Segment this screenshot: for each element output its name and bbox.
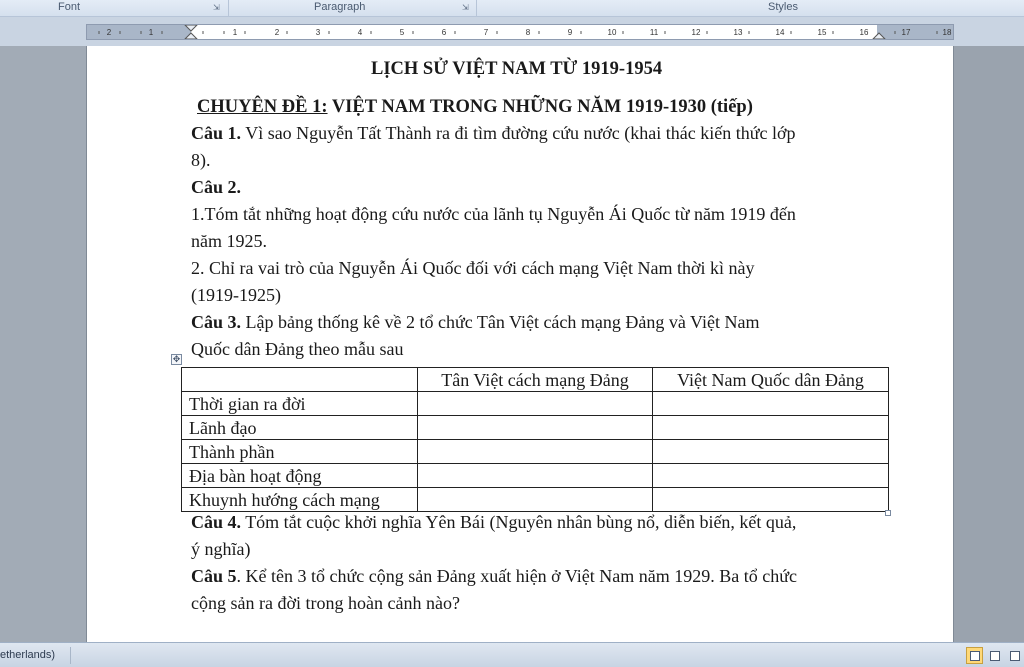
ribbon-group-paragraph: Paragraph bbox=[314, 1, 366, 13]
book-icon bbox=[990, 651, 1000, 661]
paragraph-dialog-launcher-icon[interactable]: ⇲ bbox=[462, 3, 469, 12]
comparison-table[interactable] bbox=[181, 367, 889, 512]
hanging-indent-marker[interactable] bbox=[185, 33, 197, 39]
table-cell[interactable] bbox=[653, 464, 889, 488]
ruler-number: 16 bbox=[859, 28, 869, 37]
question-text: Lập bảng thống kê về 2 tổ chức Tân Việt cách mạng Đảng và Việt Nam bbox=[241, 312, 760, 332]
language-indicator[interactable]: etherlands) bbox=[0, 649, 56, 661]
table-row bbox=[182, 464, 889, 488]
table-header-row bbox=[182, 368, 889, 392]
web-layout-view-button[interactable] bbox=[1006, 647, 1023, 664]
table-resize-handle[interactable] bbox=[885, 510, 891, 516]
ruler-number: 9 bbox=[567, 28, 573, 37]
ruler-number: 2 bbox=[274, 28, 280, 37]
font-dialog-launcher-icon[interactable]: ⇲ bbox=[213, 3, 220, 12]
ribbon-group-styles: Styles bbox=[768, 1, 798, 13]
document-page[interactable] bbox=[86, 46, 954, 642]
table-row bbox=[182, 392, 889, 416]
question-3-line-2: Quốc dân Đảng theo mẫu sau bbox=[191, 339, 404, 359]
table-cell[interactable] bbox=[653, 416, 889, 440]
subtitle-label: CHUYÊN ĐỀ 1: bbox=[197, 97, 328, 117]
question-2-part-1-line-2: năm 1925. bbox=[191, 231, 267, 251]
table-row bbox=[182, 416, 889, 440]
ruler-number: 10 bbox=[607, 28, 617, 37]
document-subtitle bbox=[197, 94, 753, 121]
table-row bbox=[182, 440, 889, 464]
status-bar bbox=[0, 642, 1024, 667]
ribbon-group-labels bbox=[0, 0, 1024, 17]
question-2-label: Câu 2. bbox=[191, 177, 242, 197]
table-header-cell[interactable]: Tân Việt cách mạng Đảng bbox=[418, 368, 653, 392]
web-layout-icon bbox=[1010, 651, 1020, 661]
full-screen-reading-view-button[interactable] bbox=[986, 647, 1003, 664]
ruler-number: 4 bbox=[357, 28, 363, 37]
table-header-cell[interactable]: Việt Nam Quốc dân Đảng bbox=[653, 368, 889, 392]
question-5-line-2: cộng sản ra đời trong hoàn cảnh nào? bbox=[191, 593, 460, 613]
table-cell[interactable] bbox=[418, 464, 653, 488]
ruler-number: 1 bbox=[232, 28, 238, 37]
table-cell[interactable] bbox=[653, 392, 889, 416]
question-label: Câu 1. bbox=[191, 123, 242, 143]
table-cell[interactable] bbox=[418, 488, 653, 512]
table-cell[interactable] bbox=[418, 416, 653, 440]
question-text: . Kể tên 3 tổ chức cộng sản Đảng xuất hiện ở Việt Nam năm 1929. Ba tổ chức bbox=[236, 566, 797, 586]
ruler-number: 15 bbox=[817, 28, 827, 37]
question-5-line-1 bbox=[191, 563, 797, 590]
ribbon-group-font: Font bbox=[58, 1, 81, 13]
question-text: Vì sao Nguyễn Tất Thành ra đi tìm đường cứu nước (khai thác kiến thức lớp bbox=[241, 123, 796, 143]
ruler-number: 7 bbox=[483, 28, 489, 37]
question-4-line-2: ý nghĩa) bbox=[191, 539, 251, 559]
page-left-background bbox=[0, 46, 86, 642]
table-cell[interactable] bbox=[653, 440, 889, 464]
question-2-part-2-line-1: 2. Chỉ ra vai trò của Nguyễn Ái Quốc đối với cách mạng Việt Nam thời kì này bbox=[191, 258, 755, 278]
question-1-line-2: 8). bbox=[191, 150, 211, 170]
ruler-number: 3 bbox=[315, 28, 321, 37]
table-cell[interactable] bbox=[653, 488, 889, 512]
question-text: Tóm tắt cuộc khởi nghĩa Yên Bái (Nguyên nhân bùng nổ, diễn biến, kết quả, bbox=[241, 512, 797, 532]
table-row-label[interactable]: Thời gian ra đời bbox=[182, 392, 418, 416]
status-separator bbox=[70, 647, 71, 664]
question-3-line-1 bbox=[191, 309, 759, 336]
right-indent-marker[interactable] bbox=[873, 33, 885, 39]
ruler-number: 11 bbox=[649, 28, 659, 37]
question-2-part-1-line-1: 1.Tóm tắt những hoạt động cứu nước của lãnh tụ Nguyễn Ái Quốc từ năm 1919 đến bbox=[191, 204, 796, 224]
ruler-ticks bbox=[87, 25, 955, 39]
ruler-number: 17 bbox=[901, 28, 911, 37]
ruler-number: 12 bbox=[691, 28, 701, 37]
question-2-part-2-line-2: (1919-1925) bbox=[191, 285, 281, 305]
ruler-number: 1 bbox=[148, 28, 154, 37]
table-row-label[interactable]: Địa bàn hoạt động bbox=[182, 464, 418, 488]
ruler-number: 2 bbox=[106, 28, 112, 37]
question-4-line-1 bbox=[191, 509, 796, 536]
question-1-line-1 bbox=[191, 120, 795, 147]
question-label: Câu 3. bbox=[191, 312, 242, 332]
ribbon-separator bbox=[228, 0, 229, 17]
ruler-number: 14 bbox=[775, 28, 785, 37]
document-title: LỊCH SỬ VIỆT NAM TỪ 1919-1954 bbox=[371, 59, 663, 79]
horizontal-ruler[interactable] bbox=[86, 24, 954, 40]
ruler-number: 8 bbox=[525, 28, 531, 37]
table-row-label[interactable]: Thành phần bbox=[182, 440, 418, 464]
table-header-cell[interactable] bbox=[182, 368, 418, 392]
ribbon-separator bbox=[476, 0, 477, 17]
question-label: Câu 4. bbox=[191, 512, 242, 532]
table-cell[interactable] bbox=[418, 392, 653, 416]
first-line-indent-marker[interactable] bbox=[185, 25, 197, 31]
table-move-handle-icon[interactable]: ✥ bbox=[172, 354, 181, 364]
table-row-label[interactable]: Lãnh đạo bbox=[182, 416, 418, 440]
ruler-number: 6 bbox=[441, 28, 447, 37]
table-row-label[interactable]: Khuynh hướng cách mạng bbox=[182, 488, 418, 512]
ruler-number: 18 bbox=[942, 28, 952, 37]
ruler-number: 5 bbox=[399, 28, 405, 37]
print-layout-view-button[interactable] bbox=[966, 647, 983, 664]
table-row bbox=[182, 488, 889, 512]
ruler-number: 13 bbox=[733, 28, 743, 37]
print-layout-icon bbox=[970, 651, 980, 661]
question-label: Câu 5 bbox=[191, 566, 237, 586]
table-cell[interactable] bbox=[418, 440, 653, 464]
subtitle-text: VIỆT NAM TRONG NHỮNG NĂM 1919-1930 (tiếp) bbox=[327, 97, 753, 117]
